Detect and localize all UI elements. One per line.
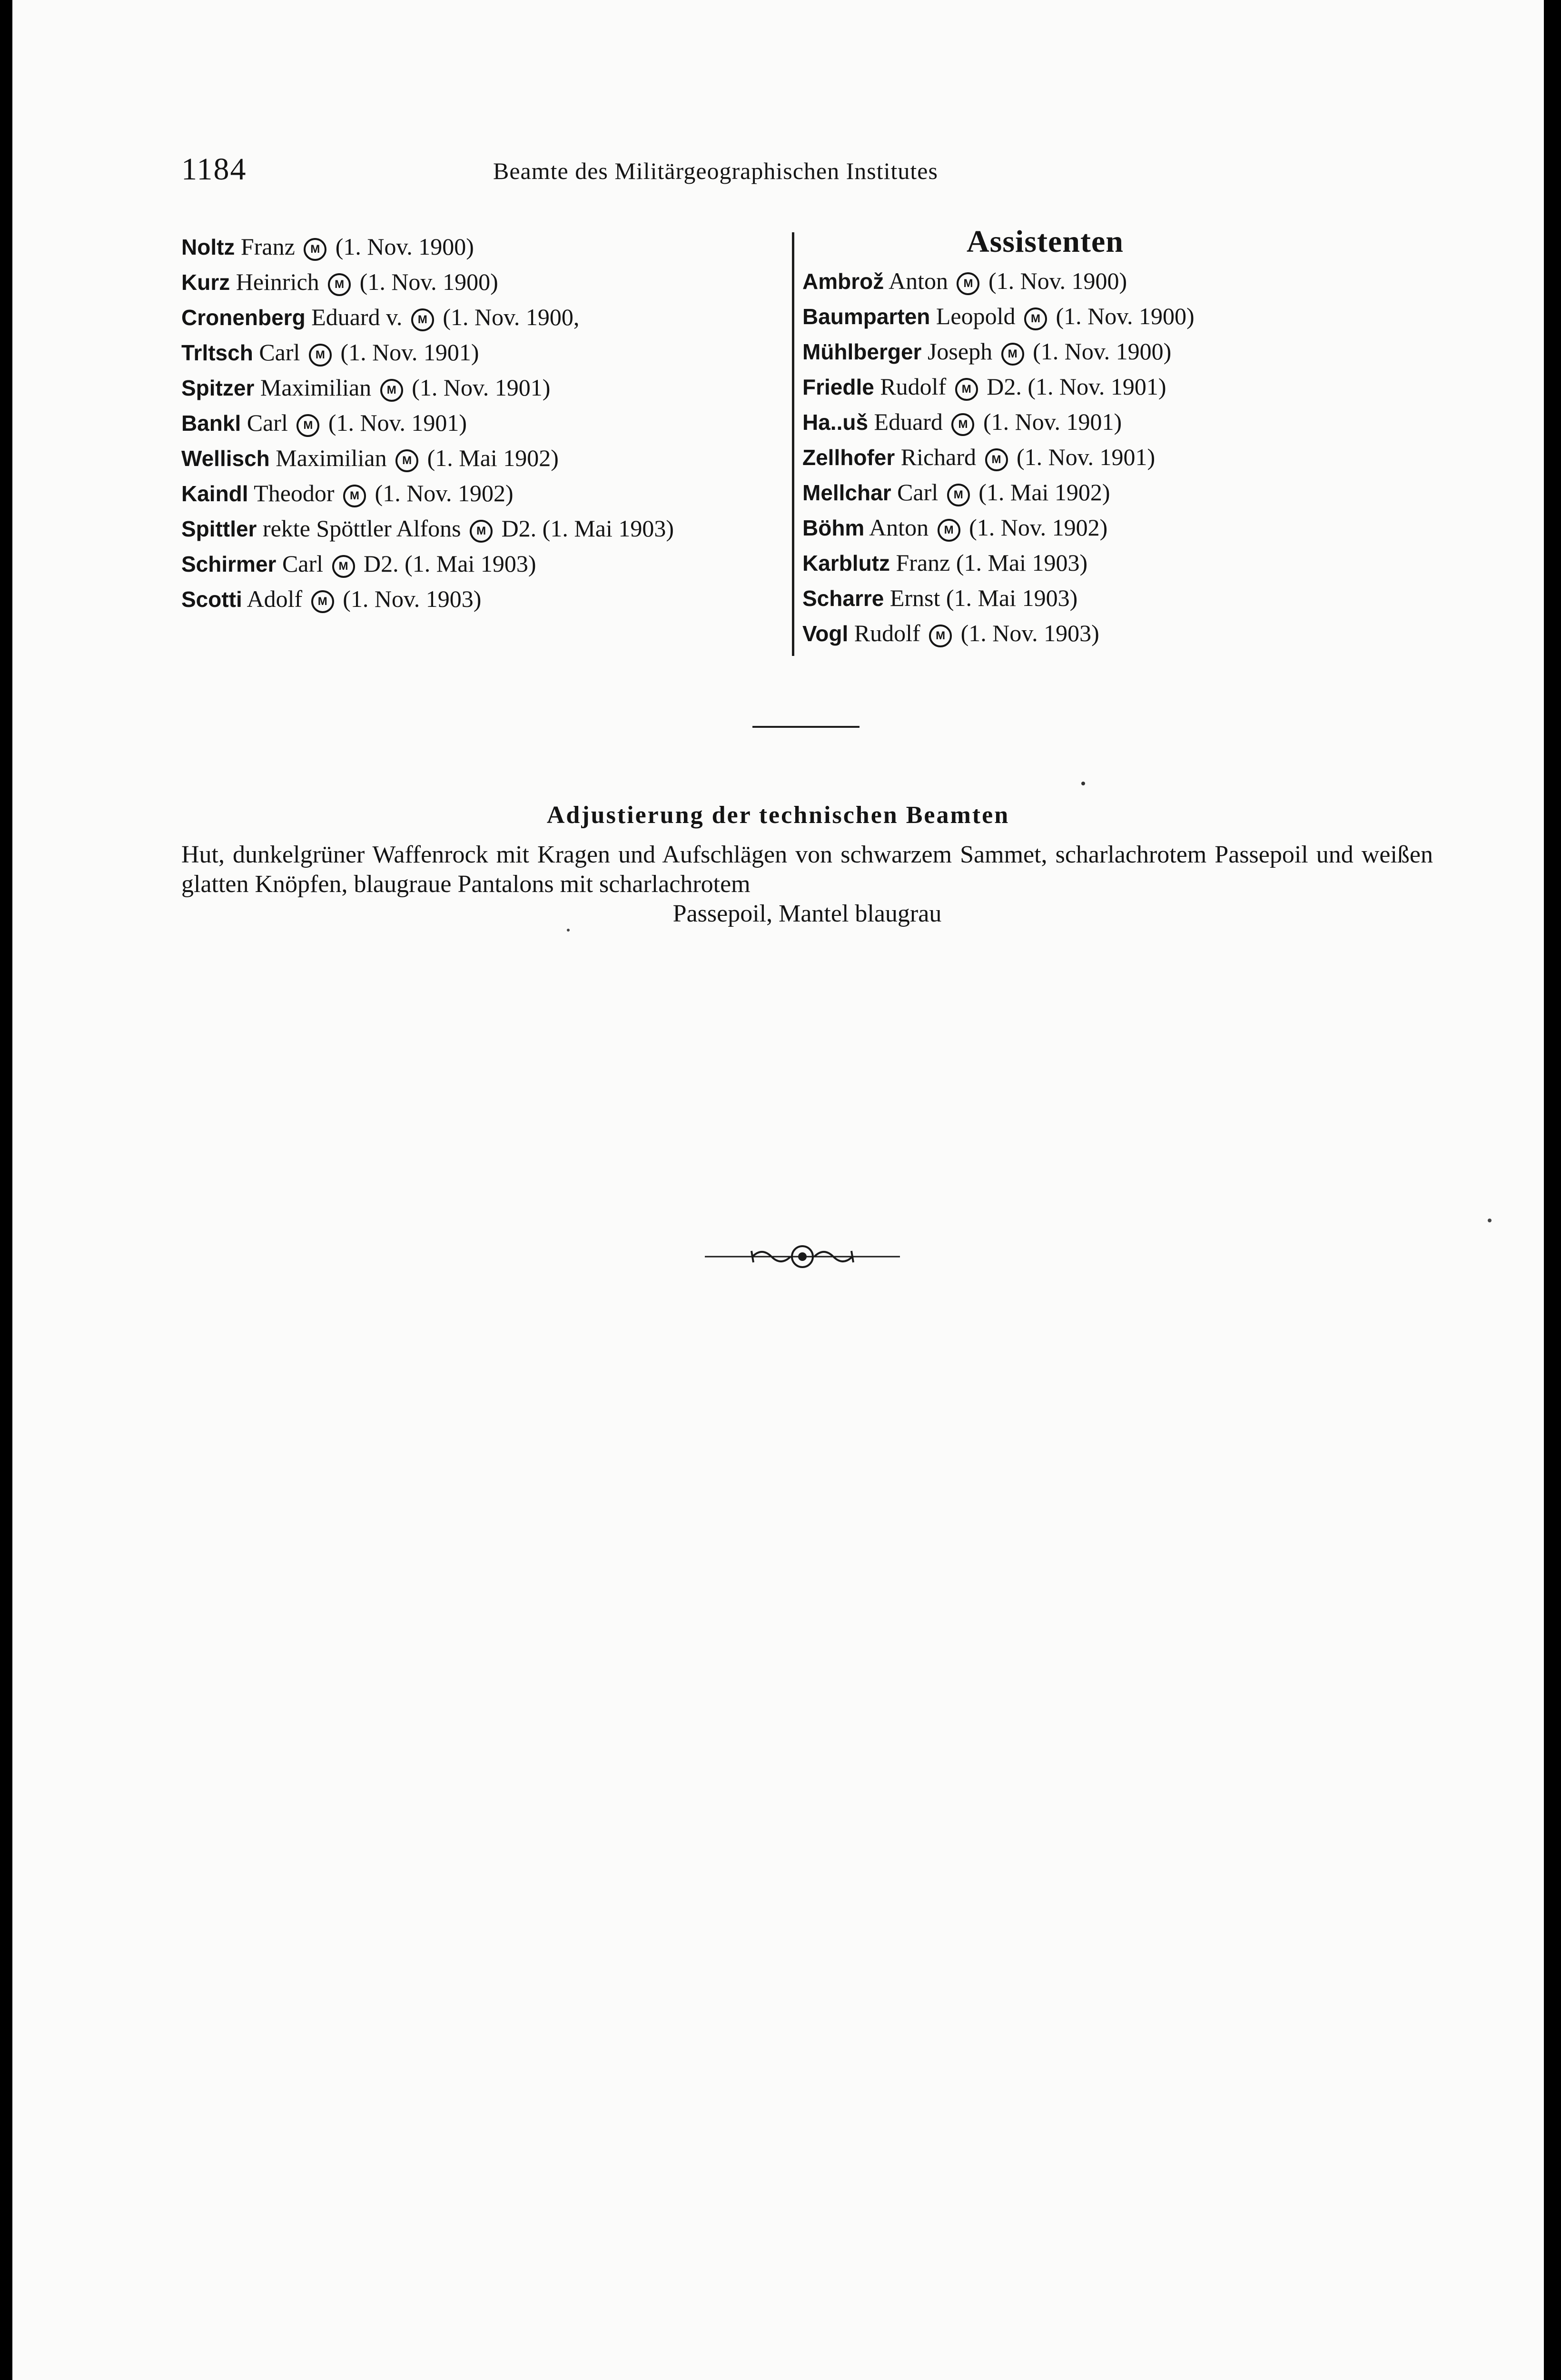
entry-surname: Scotti (181, 587, 242, 612)
decoration-mark-icon: M (309, 344, 332, 367)
right-column (802, 224, 1421, 651)
entry-surname: Wellisch (181, 446, 270, 471)
uniform-text-main: Hut, dunkelgrüner Waffenrock mit Kragen und Aufschlägen von schwarzem Sammet, scharlachrotem Passepoil und weißen glatten Knöpfen, blaugraue Pantalons mit scharlachrotem (181, 841, 1433, 898)
list-item (181, 229, 800, 265)
entry-given-name: Heinrich (230, 268, 326, 295)
entry-given-name: Franz (235, 233, 301, 260)
decoration-mark-icon: M (955, 378, 978, 401)
list-item (181, 406, 800, 441)
list-item (802, 545, 1421, 581)
ornament-flourish-icon (705, 1238, 900, 1276)
list-item (181, 335, 800, 370)
decoration-mark-icon: M (947, 484, 970, 506)
entry-date: (1. Nov. 1901) (1010, 444, 1156, 470)
section-title: Adjustierung der technischen Beamten (546, 802, 1010, 829)
entry-surname: Karblutz (802, 551, 890, 575)
uniform-description (181, 840, 1433, 929)
entry-date: (1. Mai 1902) (421, 445, 559, 471)
entry-date: (1. Nov. 1900) (1050, 303, 1195, 329)
entry-surname: Kaindl (181, 481, 248, 506)
decoration-mark-icon: M (311, 590, 334, 613)
list-item (181, 300, 800, 335)
entry-surname: Cronenberg (181, 305, 306, 330)
entry-date: (1. Nov. 1900) (329, 233, 474, 260)
entry-given-name: Franz (890, 549, 956, 576)
entry-surname: Spitzer (181, 376, 255, 400)
list-item (181, 441, 800, 476)
entry-surname: Mühlberger (802, 339, 922, 364)
entry-given-name: Maximilian (254, 374, 377, 401)
section-divider (752, 726, 860, 728)
entry-date: (1. Nov. 1900, (436, 304, 580, 330)
entry-given-name: Leopold (930, 303, 1022, 329)
decoration-mark-icon: M (332, 555, 355, 578)
uniform-text-last: Passepoil, Mantel blaugrau (672, 900, 942, 927)
decoration-mark-icon: M (1024, 307, 1047, 330)
entry-date: (1. Nov. 1903) (336, 585, 482, 612)
entry-surname: Noltz (181, 235, 235, 259)
entry-date: (1. Nov. 1902) (369, 480, 514, 506)
entry-given-name: Joseph (921, 338, 998, 365)
entry-given-name: Maximilian (269, 445, 393, 471)
entry-surname: Friedle (802, 375, 874, 399)
entry-date: (1. Nov. 1901) (977, 408, 1122, 435)
speck-mark (567, 929, 570, 932)
entry-surname: Kurz (181, 270, 230, 295)
entry-date: (1. Nov. 1903) (955, 620, 1099, 646)
entry-surname: Bankl (181, 411, 241, 436)
entry-given-name: Richard (895, 444, 982, 470)
entry-given-name: Anton (864, 514, 935, 541)
entry-surname: Baumparten (802, 304, 930, 329)
entry-date: D2. (1. Mai 1903) (357, 550, 536, 577)
list-item (802, 581, 1421, 616)
entry-given-name: Carl (241, 409, 294, 436)
entry-given-name: Anton (884, 268, 954, 294)
list-item (802, 334, 1421, 369)
list-item (181, 265, 800, 300)
list-item (802, 475, 1421, 510)
list-item (802, 440, 1421, 475)
entry-date: D2. (1. Mai 1903) (495, 515, 674, 542)
entry-date: (1. Mai 1902) (972, 479, 1110, 506)
entry-date: (1. Nov. 1900) (354, 268, 498, 295)
entry-given-name: rekte Spöttler Alfons (257, 515, 467, 542)
page-number: 1184 (181, 152, 247, 187)
running-title: Beamte des Militärgeographischen Institutes (493, 158, 938, 184)
entry-surname: Vogl (802, 621, 849, 646)
entry-given-name: Adolf (242, 585, 308, 612)
list-item (802, 616, 1421, 651)
entry-given-name: Rudolf (848, 620, 927, 646)
entry-given-name: Rudolf (874, 373, 952, 400)
entry-surname: Scharre (802, 586, 884, 611)
decoration-mark-icon: M (470, 520, 493, 543)
entry-date: D2. (1. Nov. 1901) (980, 373, 1166, 400)
decoration-mark-icon: M (938, 519, 960, 542)
list-item (802, 264, 1421, 299)
entry-given-name: Carl (891, 479, 944, 506)
entry-surname: Spittler (181, 516, 257, 541)
list-item (181, 370, 800, 406)
entry-given-name: Eduard (868, 408, 949, 435)
entry-date: (1. Mai 1903) (956, 549, 1088, 576)
document-page (12, 0, 1544, 2380)
column-divider (792, 232, 794, 656)
entry-surname: Ambrož (802, 269, 884, 294)
decoration-mark-icon: M (957, 272, 979, 295)
entry-given-name: Carl (253, 339, 306, 366)
list-item (181, 476, 800, 511)
entry-surname: Schirmer (181, 552, 277, 576)
decoration-mark-icon: M (380, 379, 403, 402)
entry-surname: Ha..uš (802, 410, 869, 435)
list-item (181, 546, 800, 582)
entry-date: (1. Nov. 1901) (334, 339, 479, 366)
entry-date: (1. Nov. 1900) (982, 268, 1127, 294)
list-item (802, 405, 1421, 440)
list-item (181, 511, 800, 546)
entry-given-name: Carl (276, 550, 329, 577)
entry-given-name: Eduard v. (305, 304, 408, 330)
entry-given-name: Ernst (884, 585, 946, 611)
decoration-mark-icon: M (929, 625, 952, 647)
decoration-mark-icon: M (1001, 343, 1024, 366)
list-item (802, 510, 1421, 545)
entry-surname: Böhm (802, 516, 865, 540)
entry-date: (1. Mai 1903) (946, 585, 1078, 611)
entry-surname: Mellchar (802, 480, 891, 505)
decoration-mark-icon: M (985, 448, 1008, 471)
list-item (181, 582, 800, 617)
entry-surname: Zellhofer (802, 445, 895, 470)
decoration-mark-icon: M (395, 449, 418, 472)
decoration-mark-icon: M (296, 414, 319, 437)
entry-date: (1. Nov. 1900) (1027, 338, 1172, 365)
entry-date: (1. Nov. 1902) (963, 514, 1108, 541)
decoration-mark-icon: M (328, 273, 351, 296)
entry-date: (1. Nov. 1901) (405, 374, 551, 401)
list-item (802, 369, 1421, 405)
speck-mark (1488, 1219, 1492, 1222)
entry-surname: Trltsch (181, 340, 253, 365)
speck-mark (1081, 782, 1085, 785)
decoration-mark-icon: M (951, 413, 974, 436)
entry-given-name: Theodor (248, 480, 341, 506)
decoration-mark-icon: M (343, 485, 366, 507)
assistenten-heading: Assistenten (966, 224, 1124, 259)
decoration-mark-icon: M (304, 238, 326, 261)
list-item (802, 299, 1421, 334)
decoration-mark-icon: M (411, 308, 434, 331)
entry-date: (1. Nov. 1901) (322, 409, 467, 436)
left-column-list (181, 229, 800, 617)
right-column-list (802, 264, 1421, 651)
